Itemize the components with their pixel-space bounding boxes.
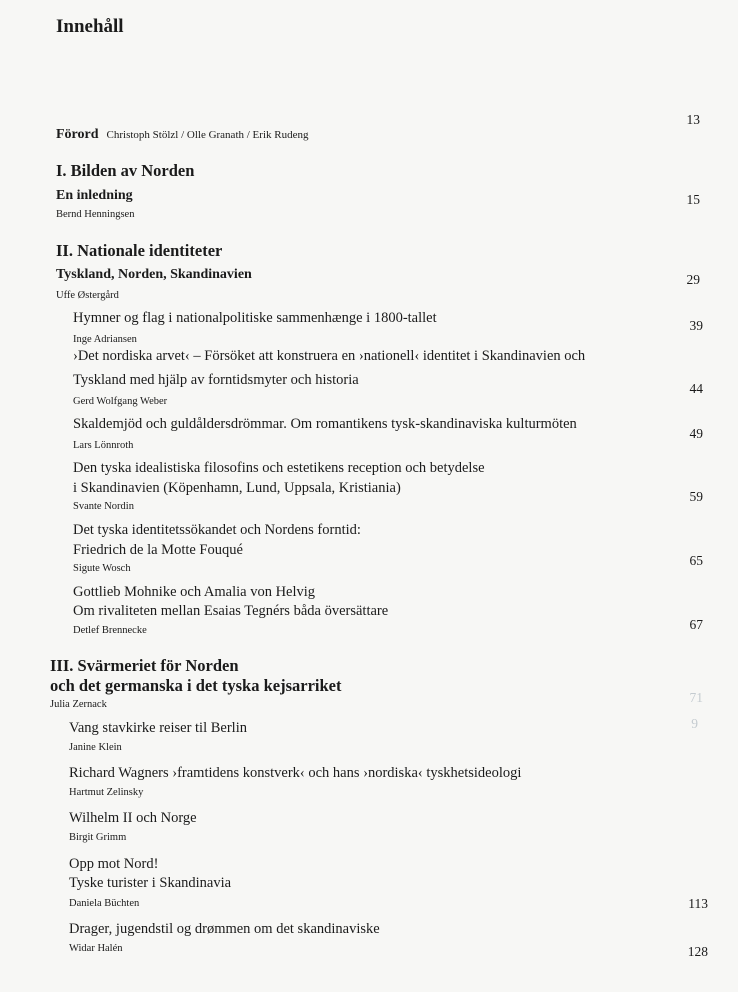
entry-title[interactable]: Opp mot Nord! — [69, 856, 159, 872]
entry-title[interactable]: Den tyska idealistiska filosofins och estetikens reception och betydelse — [73, 460, 485, 476]
page-number: 128 — [687, 944, 708, 959]
entry-author: Janine Klein — [69, 742, 122, 753]
entry-title-line-2[interactable]: Om rivaliteten mellan Esaias Tegnérs båda översättare — [73, 603, 389, 619]
page-number: 71 — [689, 690, 703, 705]
page-number: 65 — [689, 553, 703, 568]
page-title: Innehåll — [56, 16, 124, 37]
entry-title[interactable]: Gottlieb Mohnike och Amalia von Helvig — [73, 584, 316, 600]
entry-title: Förord — [56, 127, 99, 142]
entry-title[interactable]: Skaldemjöd och guldåldersdrömmar. Om romantikens tysk-skandinaviska kulturmöten — [73, 416, 577, 432]
entry-title-line-2[interactable]: Tyskland med hjälp av forntidsmyter och historia — [73, 372, 359, 388]
entry-title[interactable]: Richard Wagners ›framtidens konstverk‹ och hans ›nordiska‹ tyskhetsideologi — [69, 765, 522, 781]
page-number: 67 — [689, 617, 703, 632]
entry-author: Gerd Wolfgang Weber — [73, 396, 168, 407]
entry-author: Lars Lönnroth — [73, 440, 134, 451]
entry-author: Hartmut Zelinsky — [69, 787, 144, 798]
entry-title-line-2[interactable]: Tyske turister i Skandinavia — [69, 875, 232, 891]
page-number: 9 — [691, 716, 698, 731]
page-number: 13 — [686, 112, 700, 127]
entry-title-line-2[interactable]: Friedrich de la Motte Fouqué — [73, 542, 243, 558]
page-number: 49 — [689, 426, 703, 441]
entry-title[interactable]: Tyskland, Norden, Skandinavien — [56, 267, 252, 282]
entry-title-line-2[interactable]: i Skandinavien (Köpenhamn, Lund, Uppsala, Kristiania) — [73, 480, 401, 496]
page-number: 59 — [689, 489, 703, 504]
section-title: III. Svärmeriet för Norden — [50, 656, 239, 675]
toc-entry-forord[interactable] — [56, 125, 308, 143]
entry-title[interactable]: Vang stavkirke reiser til Berlin — [69, 720, 247, 736]
entry-author: Inge Adriansen — [73, 334, 137, 345]
section-title: II. Nationale identiteter — [56, 241, 223, 260]
page-number: 29 — [686, 272, 700, 287]
entry-title[interactable]: ›Det nordiska arvet‹ – Försöket att konstruera en ›nationell‹ identitet i Skandinavien och — [73, 348, 586, 364]
entry-author: Widar Halén — [69, 943, 123, 954]
page-number: 113 — [688, 896, 708, 911]
section-title-line-2: och det germanska i det tyska kejsarriket — [50, 676, 342, 695]
entry-author: Sigute Wosch — [73, 563, 131, 574]
entry-author: Uffe Østergård — [56, 290, 119, 301]
section-title: I. Bilden av Norden — [56, 161, 195, 180]
page-number: 15 — [686, 192, 700, 207]
entry-author: Birgit Grimm — [69, 832, 127, 843]
section-author: Julia Zernack — [50, 699, 107, 710]
entry-author: Svante Nordin — [73, 501, 134, 512]
entry-title[interactable]: Drager, jugendstil og drømmen om det skandinaviske — [69, 921, 380, 937]
entry-author: Daniela Büchten — [69, 898, 140, 909]
entry-title[interactable]: Wilhelm II och Norge — [69, 810, 197, 826]
page-number: 39 — [689, 318, 703, 333]
entry-title[interactable]: En inledning — [56, 188, 133, 203]
entry-author: Christoph Stölzl / Olle Granath / Erik Rudeng — [106, 129, 309, 141]
entry-author: Bernd Henningsen — [56, 209, 135, 220]
entry-author: Detlef Brennecke — [73, 625, 147, 636]
page-number: 44 — [689, 381, 703, 396]
entry-title[interactable]: Det tyska identitetssökandet och Nordens forntid: — [73, 522, 361, 538]
entry-title[interactable]: Hymner og flag i nationalpolitiske sammenhænge i 1800-tallet — [73, 310, 437, 326]
